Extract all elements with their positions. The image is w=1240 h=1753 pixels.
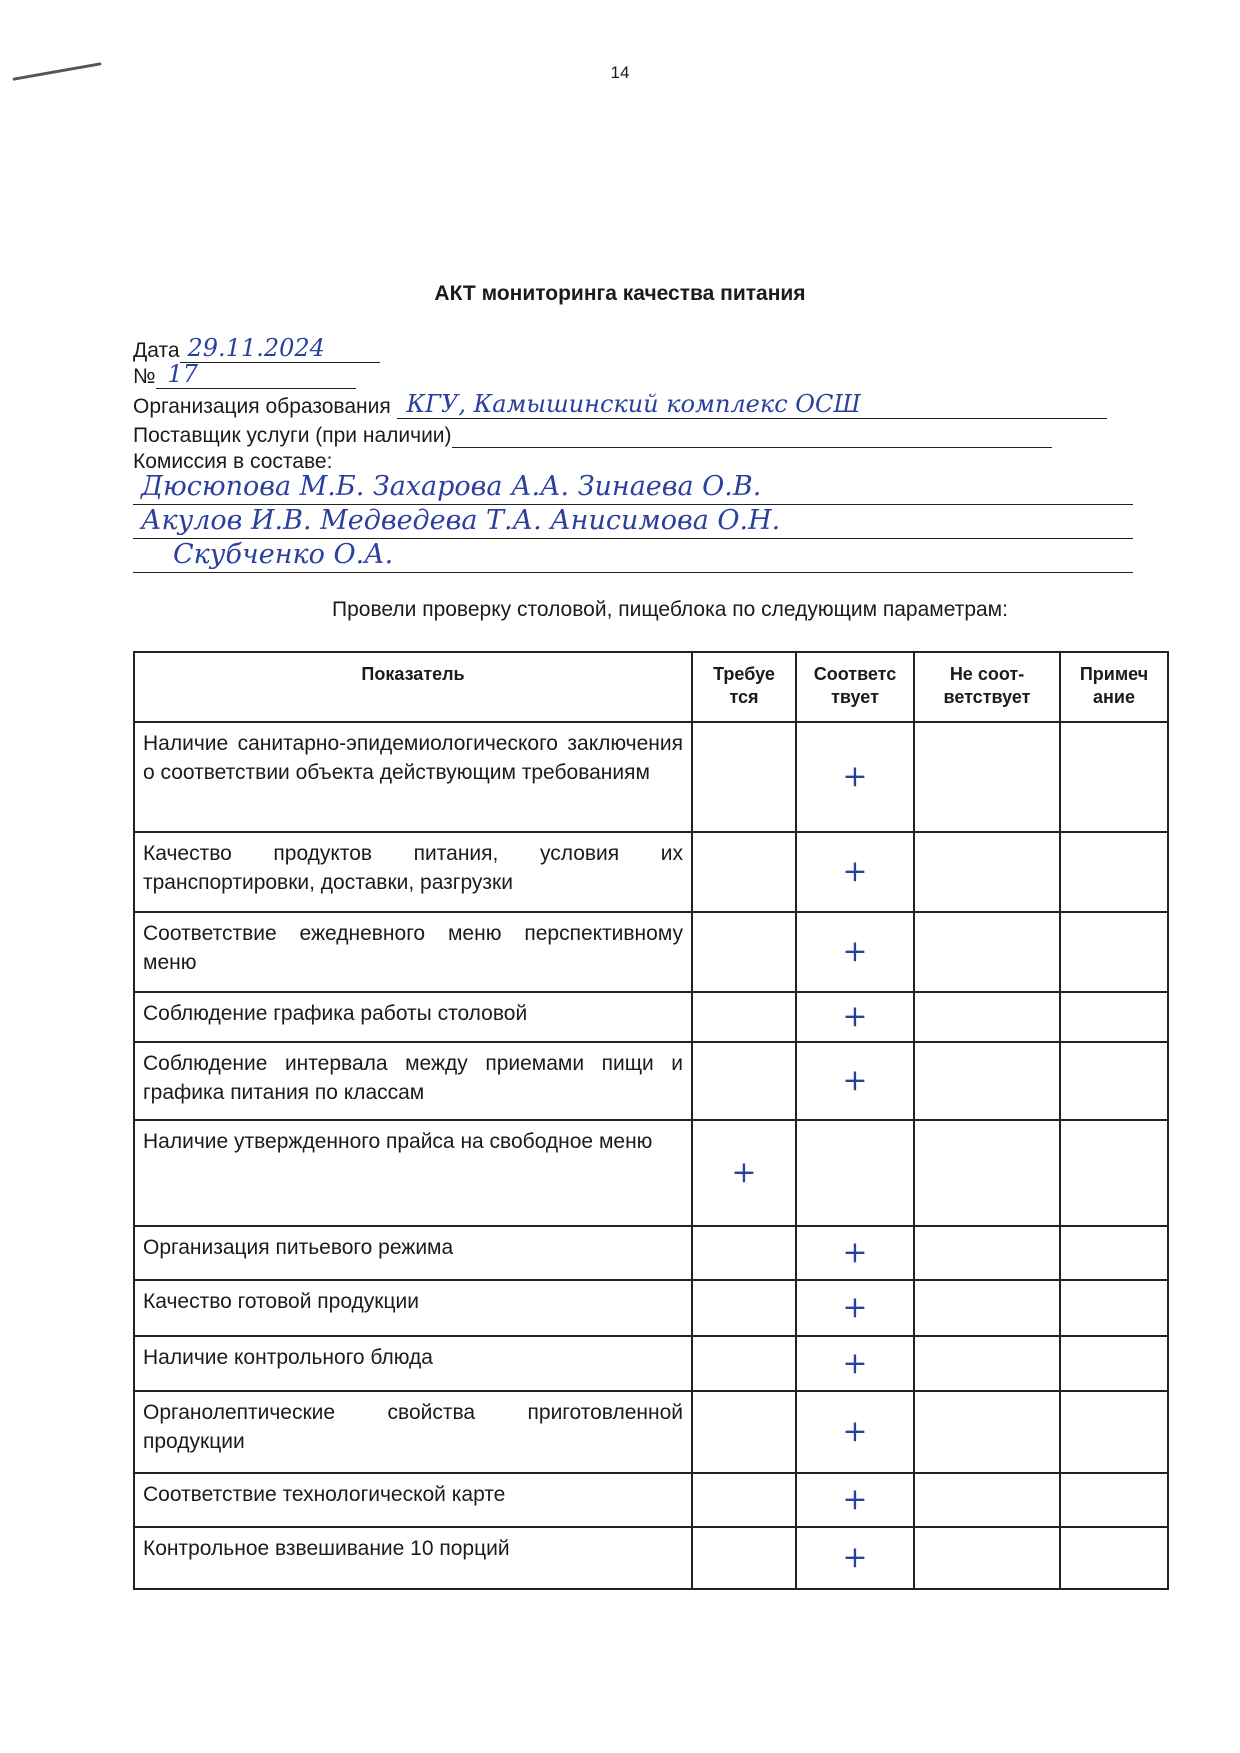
indicator-cell: Соответствие ежедневного меню перспективному меню [134, 912, 692, 992]
table-row [134, 912, 1168, 992]
indicator-cell: Органолептические свойства приготовленной продукции [134, 1391, 692, 1473]
required-cell [692, 1042, 796, 1120]
mark: + [842, 759, 868, 794]
number-value: 17 [167, 360, 199, 388]
date-value: 29.11.2024 [187, 334, 325, 362]
indicator-cell: Соблюдение графика работы столовой [134, 992, 692, 1042]
complies-cell [796, 1336, 914, 1391]
indicator-cell: Качество готовой продукции [134, 1280, 692, 1336]
required-cell [692, 1280, 796, 1336]
complies-cell [796, 722, 914, 832]
organization-value: КГУ, Камышинский комплекс ОСШ [406, 390, 861, 418]
mark: + [842, 1290, 868, 1325]
commission-members-2: Акулов И.В. Медведева Т.А. Анисимова О.Н. [141, 505, 781, 536]
supplier-field [133, 421, 1052, 448]
note-cell [1060, 1226, 1168, 1280]
required-cell [692, 1120, 796, 1226]
table-row [134, 1391, 1168, 1473]
inspection-table [133, 651, 1169, 1590]
header-complies: Соответс твует [796, 652, 914, 722]
table-row [134, 1280, 1168, 1336]
not-complies-cell [914, 1226, 1060, 1280]
mark: + [842, 999, 868, 1034]
complies-cell [796, 1226, 914, 1280]
date-field [133, 336, 380, 363]
intro-text: Провели проверку столовой, пищеблока по следующим параметрам: [332, 598, 1008, 621]
complies-cell [796, 992, 914, 1042]
indicator-cell: Наличие утвержденного прайса на свободное меню [134, 1120, 692, 1226]
note-cell [1060, 1120, 1168, 1226]
table-row [134, 722, 1168, 832]
date-underline [180, 336, 380, 363]
document-title: АКТ мониторинга качества питания [434, 282, 806, 305]
not-complies-cell [914, 1280, 1060, 1336]
commission-line-1 [133, 470, 1133, 505]
supplier-underline [452, 421, 1052, 448]
mark: + [842, 1482, 868, 1517]
note-cell [1060, 1042, 1168, 1120]
note-cell [1060, 1391, 1168, 1473]
mark: + [842, 1235, 868, 1270]
complies-cell [796, 1280, 914, 1336]
table-row [134, 1042, 1168, 1120]
required-cell [692, 1473, 796, 1527]
required-cell [692, 1226, 796, 1280]
note-cell [1060, 992, 1168, 1042]
table-header-row [134, 652, 1168, 722]
required-cell [692, 1527, 796, 1589]
indicator-cell: Контрольное взвешивание 10 порций [134, 1527, 692, 1589]
required-cell [692, 1391, 796, 1473]
not-complies-cell [914, 722, 1060, 832]
not-complies-cell [914, 1336, 1060, 1391]
note-cell [1060, 722, 1168, 832]
commission-members-3: Скубченко О.А. [173, 539, 394, 570]
not-complies-cell [914, 992, 1060, 1042]
organization-underline [397, 392, 1107, 419]
table-row [134, 1336, 1168, 1391]
table-row [134, 1473, 1168, 1527]
mark: + [731, 1155, 757, 1190]
commission-members-1: Дюсюпова М.Б. Захарова А.А. Зинаева О.В. [141, 471, 762, 502]
number-label: № [133, 365, 156, 388]
mark: + [842, 854, 868, 889]
not-complies-cell [914, 1527, 1060, 1589]
commission-line-3 [133, 538, 1133, 573]
mark: + [842, 934, 868, 969]
note-cell [1060, 1473, 1168, 1527]
table-row [134, 1527, 1168, 1589]
mark: + [842, 1345, 868, 1381]
not-complies-cell [914, 1042, 1060, 1120]
complies-cell [796, 1527, 914, 1589]
table-row [134, 992, 1168, 1042]
complies-cell [796, 1391, 914, 1473]
number-underline [156, 362, 356, 389]
commission-line-2 [133, 504, 1133, 539]
complies-cell [796, 1120, 914, 1226]
note-cell [1060, 912, 1168, 992]
complies-cell [796, 1042, 914, 1120]
indicator-cell: Качество продуктов питания, условия их транспортировки, доставки, разгрузки [134, 832, 692, 912]
header-indicator: Показатель [134, 652, 692, 722]
indicator-cell: Соответствие технологической карте [134, 1473, 692, 1527]
required-cell [692, 992, 796, 1042]
indicator-cell: Соблюдение интервала между приемами пищи и графика питания по классам [134, 1042, 692, 1120]
mark: + [842, 1063, 868, 1098]
not-complies-cell [914, 1120, 1060, 1226]
not-complies-cell [914, 832, 1060, 912]
indicator-cell: Наличие санитарно-эпидемиологического заключения о соответствии объекта действующим требованиям [134, 722, 692, 832]
supplier-label: Поставщик услуги (при наличии) [133, 424, 452, 447]
not-complies-cell [914, 912, 1060, 992]
required-cell [692, 722, 796, 832]
required-cell [692, 1336, 796, 1391]
commission-label: Комиссия в составе: [133, 450, 333, 473]
complies-cell [796, 912, 914, 992]
table-row [134, 832, 1168, 912]
header-required: Требуе тся [692, 652, 796, 722]
number-field [133, 362, 356, 389]
not-complies-cell [914, 1473, 1060, 1527]
note-cell [1060, 1336, 1168, 1391]
table-row [134, 1226, 1168, 1280]
note-cell [1060, 1527, 1168, 1589]
note-cell [1060, 1280, 1168, 1336]
required-cell [692, 832, 796, 912]
required-cell [692, 912, 796, 992]
mark: + [842, 1414, 868, 1449]
complies-cell [796, 1473, 914, 1527]
page-number: 14 [610, 63, 630, 82]
mark: + [842, 1540, 868, 1575]
indicator-cell: Организация питьевого режима [134, 1226, 692, 1280]
header-not-complies: Не соот-ветствует [914, 652, 1060, 722]
complies-cell [796, 832, 914, 912]
date-label: Дата [133, 339, 180, 362]
header-note: Примеч ание [1060, 652, 1168, 722]
not-complies-cell [914, 1391, 1060, 1473]
organization-label: Организация образования [133, 395, 391, 418]
organization-field [133, 392, 1107, 419]
note-cell [1060, 832, 1168, 912]
table-row [134, 1120, 1168, 1226]
indicator-cell: Наличие контрольного блюда [134, 1336, 692, 1391]
